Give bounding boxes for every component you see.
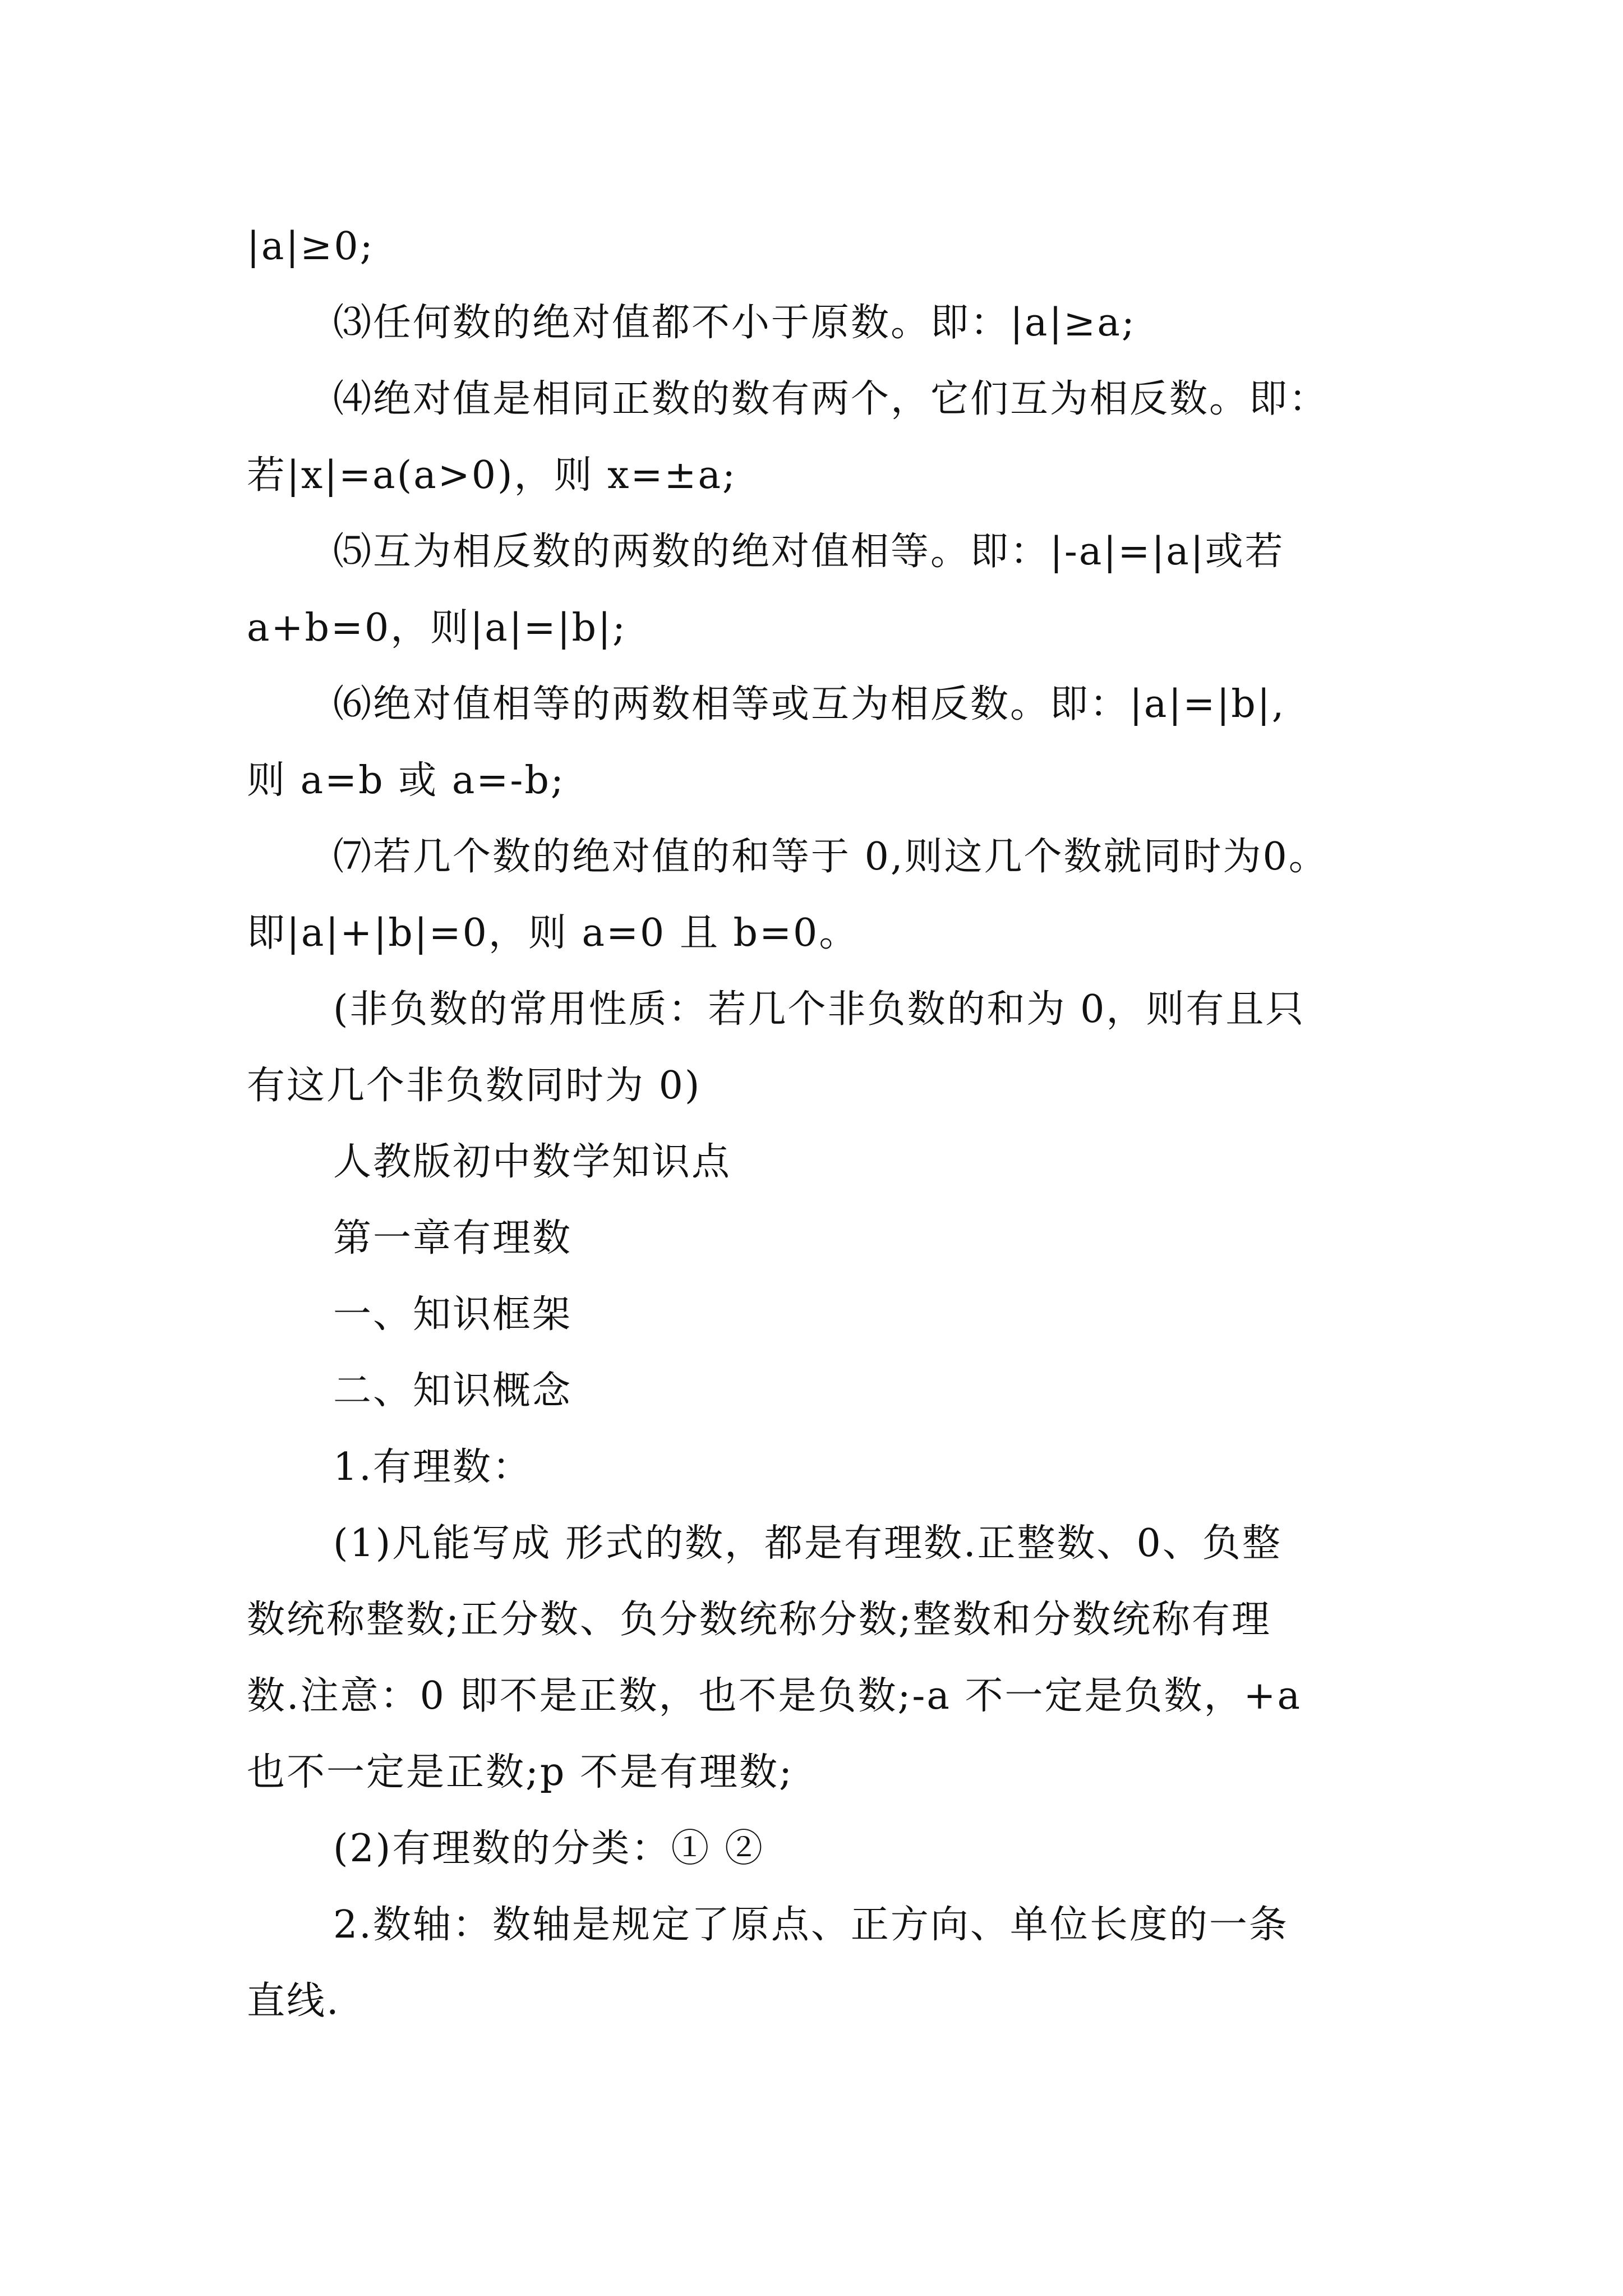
text-line: ⑷绝对值是相同正数的数有两个，它们互为相反数。即： bbox=[333, 377, 1329, 421]
text-line: 2.数轴：数轴是规定了原点、正方向、单位长度的一条 bbox=[333, 1903, 1289, 1947]
text-line: 也不一定是正数;p 不是有理数; bbox=[247, 1750, 794, 1795]
text-line: 即|a|+|b|=0，则 a=0 且 b=0。 bbox=[247, 911, 859, 955]
text-line: ⑺若几个数的绝对值的和等于 0,则这几个数就同时为0。 bbox=[333, 835, 1329, 879]
text-line: ⑶任何数的绝对值都不小于原数。即：|a|≥a; bbox=[333, 301, 1136, 345]
text-line: 数统称整数;正分数、负分数统称分数;整数和分数统称有理 bbox=[247, 1598, 1271, 1642]
text-line: (1)凡能写成 形式的数，都是有理数.正整数、0、负整 bbox=[333, 1521, 1282, 1566]
document-body bbox=[247, 209, 1391, 2040]
text-line: (2)有理数的分类：① ② bbox=[333, 1826, 764, 1871]
chapter-heading: 第一章有理数 bbox=[333, 1216, 573, 1260]
section-heading: 二、知识概念 bbox=[333, 1369, 573, 1413]
text-line: 若|x|=a(a>0)，则 x=±a; bbox=[247, 453, 737, 498]
text-line: 则 a=b 或 a=-b; bbox=[247, 758, 565, 803]
text-line: 数.注意：0 即不是正数，也不是负数;-a 不一定是负数，+a bbox=[247, 1674, 1302, 1718]
text-line: (非负数的常用性质：若几个非负数的和为 0，则有且只 bbox=[333, 987, 1306, 1032]
section-heading: 人教版初中数学知识点 bbox=[333, 1140, 732, 1184]
text-line: 有这几个非负数同时为 0) bbox=[247, 1064, 702, 1108]
text-line: a+b=0，则|a|=|b|; bbox=[247, 606, 627, 650]
text-line: 直线. bbox=[247, 1979, 340, 2023]
section-heading: 一、知识框架 bbox=[333, 1292, 573, 1337]
text-line: ⑸互为相反数的两数的绝对值相等。即：|-a|=|a|或若 bbox=[333, 530, 1285, 574]
text-line: ⑹绝对值相等的两数相等或互为相反数。即：|a|=|b|, bbox=[333, 682, 1286, 726]
text-line: |a|≥0; bbox=[247, 224, 375, 269]
item-heading: 1.有理数： bbox=[333, 1445, 532, 1489]
